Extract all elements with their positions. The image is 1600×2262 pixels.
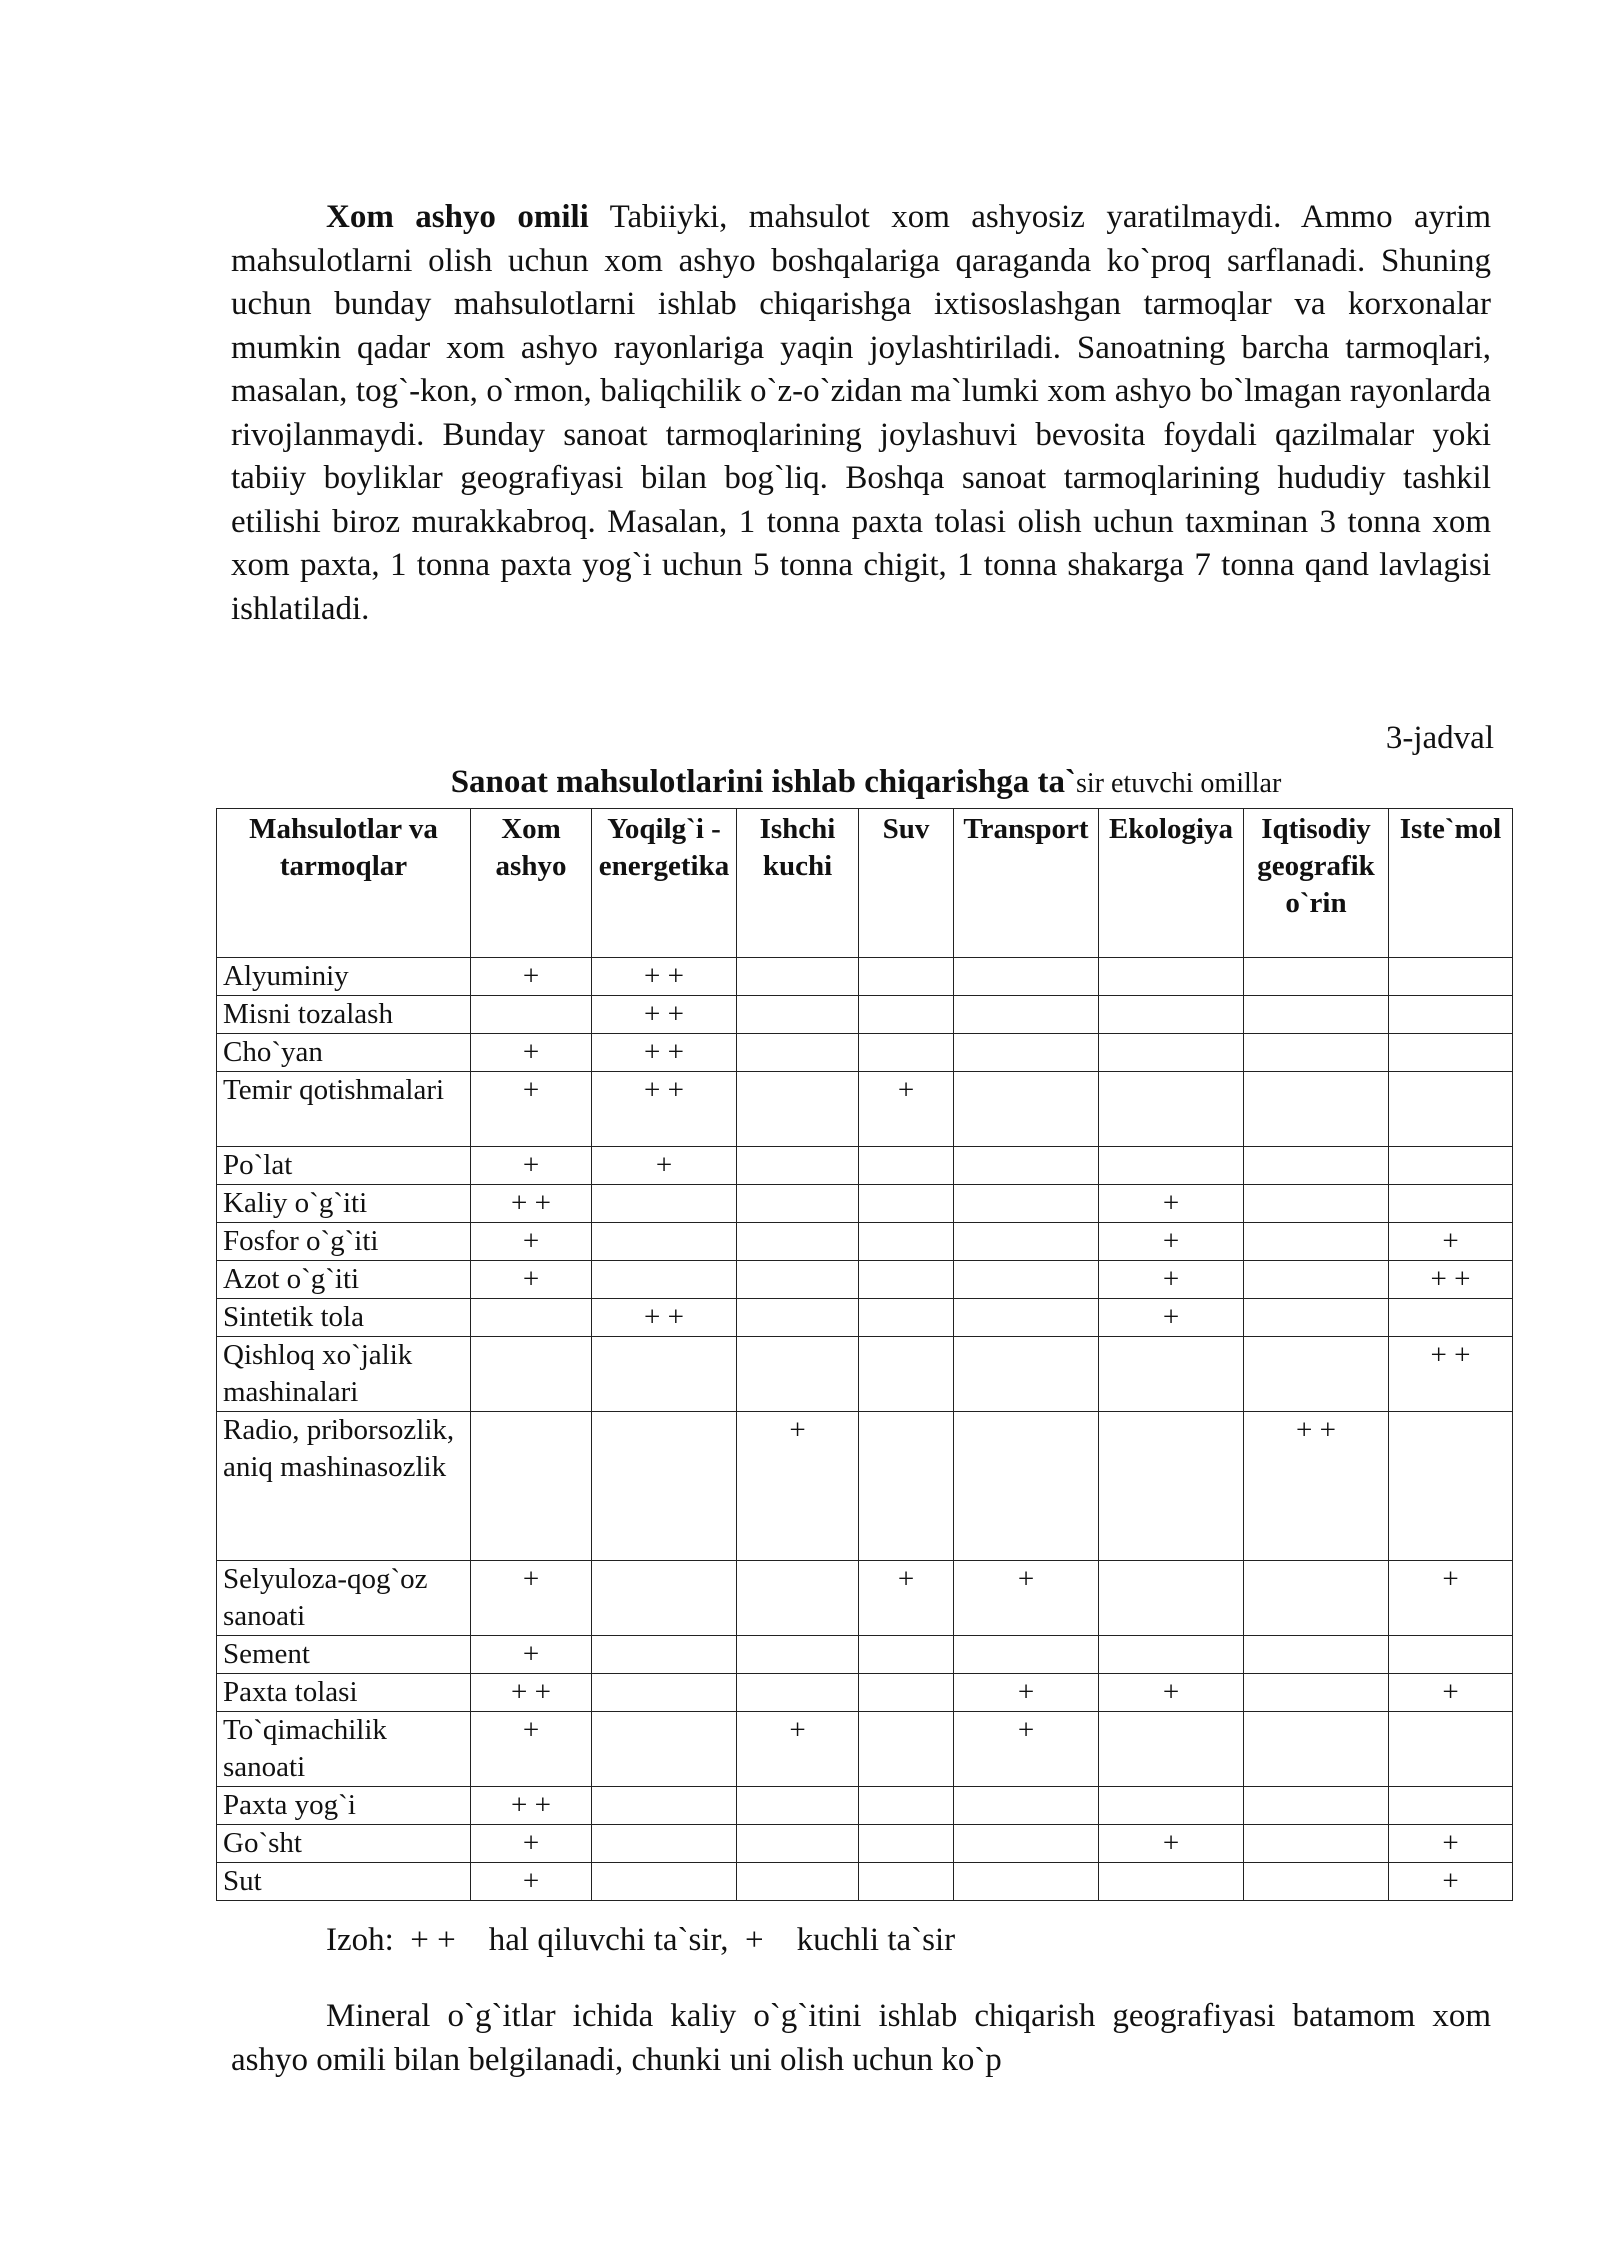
row-label: Paxta tolasi — [217, 1674, 471, 1712]
factor-mark — [592, 1412, 737, 1561]
table-row — [217, 1674, 1513, 1712]
factor-mark — [954, 1147, 1099, 1185]
row-label: Azot o`g`iti — [217, 1261, 471, 1299]
factor-mark — [1099, 996, 1244, 1034]
factor-mark — [1389, 1185, 1513, 1223]
factor-mark: + — [954, 1712, 1099, 1787]
factor-mark — [954, 1034, 1099, 1072]
table-header-cell: Ishchi kuchi — [737, 809, 859, 958]
intro-text: Tabiiyki, mahsulot xom ashyosiz yaratilmaydi. Ammo ayrim mahsulotlarni olish uchun xom ashyo boshqalariga qaraganda ko`proq sarflanadi. Shuning uchun bunday mahsulotlarni ishlab chiqarishga ixtisoslashgan tarmoqlar va korxonalar mumkin qadar xom ashyo rayonlariga yaqin joylashtiriladi. Sanoatning barcha tarmoqlari, masalan, tog`-kon, o`rmon, baliqchilik o`z-o`zidan ma`lumki xom ashyo bo`lmagan rayonlarda rivojlanmaydi. Bunday sanoat tarmoqlarining joylashuvi bevosita foydali qazilmalar yoki tabiiy boyliklar geografiyasi bilan bog`liq. Boshqa sanoat tarmoqlarining hududiy tashkil etilishi biroz murakkabroq. Masalan, 1 tonna paxta tolasi olish uchun taxminan 3 tonna xom xom paxta, 1 tonna paxta yog`i uchun 5 tonna chigit, 1 tonna shakarga 7 tonna qand lavlagisi ishlatiladi. — [231, 199, 1491, 627]
row-label: Alyuminiy — [217, 958, 471, 996]
factor-mark — [592, 1561, 737, 1636]
factor-mark: + + — [471, 1674, 592, 1712]
factor-mark — [471, 996, 592, 1034]
factor-mark — [592, 1863, 737, 1901]
factor-mark: + + — [1389, 1261, 1513, 1299]
table-body — [217, 958, 1513, 1901]
row-label: Sut — [217, 1863, 471, 1901]
factor-mark: + + — [592, 1072, 737, 1147]
factor-mark — [1244, 1561, 1389, 1636]
table-row — [217, 1299, 1513, 1337]
factor-mark — [859, 958, 954, 996]
factor-mark: + + — [592, 958, 737, 996]
row-label: Kaliy o`g`iti — [217, 1185, 471, 1223]
factor-mark — [859, 1787, 954, 1825]
factor-mark — [1244, 1299, 1389, 1337]
factor-mark — [592, 1636, 737, 1674]
factor-mark — [1389, 1034, 1513, 1072]
factor-mark — [859, 1712, 954, 1787]
factor-mark — [471, 1412, 592, 1561]
factor-mark: + + — [592, 1299, 737, 1337]
table-row — [217, 1147, 1513, 1185]
factor-mark — [954, 1863, 1099, 1901]
factor-mark — [1099, 1072, 1244, 1147]
factor-mark — [737, 1185, 859, 1223]
factor-mark — [1244, 1712, 1389, 1787]
factor-mark — [737, 1825, 859, 1863]
factor-mark: + — [471, 958, 592, 996]
factor-mark — [1099, 1034, 1244, 1072]
factor-mark — [1099, 1636, 1244, 1674]
table-row — [217, 1412, 1513, 1561]
factor-mark: + — [1389, 1674, 1513, 1712]
table-note: Izoh: + + hal qiluvchi ta`sir, + kuchli ta`sir — [326, 1922, 956, 1958]
factor-mark — [1099, 1863, 1244, 1901]
factor-mark — [1244, 1072, 1389, 1147]
factor-mark: + — [737, 1412, 859, 1561]
table-row — [217, 1034, 1513, 1072]
table-row — [217, 1787, 1513, 1825]
row-label: Sintetik tola — [217, 1299, 471, 1337]
factor-mark — [737, 1261, 859, 1299]
factor-mark: + + — [471, 1185, 592, 1223]
factor-mark — [592, 1223, 737, 1261]
table-header-cell: Iste`mol — [1389, 809, 1513, 958]
factor-mark — [859, 1185, 954, 1223]
factor-mark — [592, 1185, 737, 1223]
factor-mark — [859, 996, 954, 1034]
factor-mark: + — [737, 1712, 859, 1787]
factor-mark — [1244, 1674, 1389, 1712]
factor-mark — [954, 1636, 1099, 1674]
row-label: Po`lat — [217, 1147, 471, 1185]
factor-mark: + — [471, 1223, 592, 1261]
table-header-cell: Iqtisodiy geografik o`rin — [1244, 809, 1389, 958]
row-label: Go`sht — [217, 1825, 471, 1863]
table-row — [217, 1337, 1513, 1412]
factor-mark: + + — [1244, 1412, 1389, 1561]
factor-mark — [954, 1072, 1099, 1147]
factor-mark — [1099, 1147, 1244, 1185]
row-label: Cho`yan — [217, 1034, 471, 1072]
factor-mark — [737, 1072, 859, 1147]
factor-mark — [471, 1337, 592, 1412]
factor-mark — [737, 1223, 859, 1261]
factor-mark — [954, 958, 1099, 996]
factor-mark: + — [859, 1072, 954, 1147]
factor-mark: + + — [1389, 1337, 1513, 1412]
factor-mark — [1389, 1299, 1513, 1337]
factor-mark — [954, 1185, 1099, 1223]
table-header-cell: Ekologiya — [1099, 809, 1244, 958]
factor-mark: + — [471, 1147, 592, 1185]
table-row — [217, 1072, 1513, 1147]
factor-mark — [1099, 1787, 1244, 1825]
factor-mark — [1099, 1561, 1244, 1636]
table-row — [217, 1561, 1513, 1636]
factor-mark — [737, 1337, 859, 1412]
factor-mark — [1244, 1787, 1389, 1825]
factor-mark — [859, 1034, 954, 1072]
factor-mark: + — [859, 1561, 954, 1636]
factor-mark — [859, 1863, 954, 1901]
factor-mark: + — [471, 1034, 592, 1072]
factor-mark — [592, 1787, 737, 1825]
factor-mark: + + — [471, 1787, 592, 1825]
row-label: Temir qotishmalari — [217, 1072, 471, 1147]
factor-mark — [1389, 958, 1513, 996]
factor-mark — [859, 1147, 954, 1185]
factor-mark: + — [1099, 1674, 1244, 1712]
table-row — [217, 1185, 1513, 1223]
factor-mark: + — [1099, 1261, 1244, 1299]
factor-mark — [954, 1223, 1099, 1261]
factor-mark — [859, 1636, 954, 1674]
factor-mark — [1389, 1147, 1513, 1185]
table-row — [217, 1712, 1513, 1787]
factor-mark: + — [592, 1147, 737, 1185]
table-header-cell: Xom ashyo — [471, 809, 592, 958]
factor-mark: + — [1389, 1863, 1513, 1901]
factor-mark — [954, 1787, 1099, 1825]
factor-mark — [1389, 1712, 1513, 1787]
factor-mark — [1244, 1034, 1389, 1072]
factor-mark — [1244, 1636, 1389, 1674]
factor-mark: + — [1099, 1299, 1244, 1337]
factor-mark — [471, 1299, 592, 1337]
factor-mark: + + — [592, 1034, 737, 1072]
factor-mark — [1099, 958, 1244, 996]
factor-mark: + — [471, 1636, 592, 1674]
table-row — [217, 996, 1513, 1034]
row-label: Paxta yog`i — [217, 1787, 471, 1825]
factor-mark — [737, 1034, 859, 1072]
factor-mark: + + — [592, 996, 737, 1034]
factor-mark — [592, 1674, 737, 1712]
factor-mark — [1389, 1412, 1513, 1561]
factor-mark — [1099, 1337, 1244, 1412]
factor-mark: + — [471, 1261, 592, 1299]
factor-mark: + — [471, 1825, 592, 1863]
table-title — [216, 764, 1516, 801]
factor-mark — [1244, 958, 1389, 996]
table-header-cell: Transport — [954, 809, 1099, 958]
table-row — [217, 1223, 1513, 1261]
factor-mark — [859, 1412, 954, 1561]
row-label: Qishloq xo`jalik mashinalari — [217, 1337, 471, 1412]
factor-mark — [1099, 1412, 1244, 1561]
factor-mark — [737, 1147, 859, 1185]
factor-mark — [592, 1337, 737, 1412]
factor-mark — [954, 1261, 1099, 1299]
factor-mark — [859, 1337, 954, 1412]
row-label: Radio, priborsozlik, aniq mashinasozlik — [217, 1412, 471, 1561]
factor-mark: + — [471, 1712, 592, 1787]
outro-text: Mineral o`g`itlar ichida kaliy o`g`itini ishlab chiqarish geografiyasi batamom xom ashyo omili bilan belgilanadi, chunki uni olish uchun ko`p — [231, 1998, 1491, 2078]
outro-paragraph — [231, 1995, 1491, 2082]
factor-mark — [737, 1674, 859, 1712]
factor-mark — [859, 1261, 954, 1299]
factor-mark — [737, 1787, 859, 1825]
row-label: Misni tozalash — [217, 996, 471, 1034]
factor-mark: + — [471, 1561, 592, 1636]
table-header-cell: Yoqilg`i - energetika — [592, 809, 737, 958]
factor-mark — [737, 1863, 859, 1901]
row-label: To`qimachilik sanoati — [217, 1712, 471, 1787]
factor-mark — [737, 1299, 859, 1337]
factor-mark: + — [954, 1674, 1099, 1712]
factor-mark — [859, 1299, 954, 1337]
factor-mark — [737, 1636, 859, 1674]
factor-mark — [1389, 996, 1513, 1034]
factor-mark: + — [954, 1561, 1099, 1636]
factor-mark — [1389, 1787, 1513, 1825]
factor-mark — [592, 1261, 737, 1299]
factor-mark — [1244, 1825, 1389, 1863]
factor-mark — [1244, 1223, 1389, 1261]
table-row — [217, 958, 1513, 996]
factor-mark: + — [1389, 1223, 1513, 1261]
factor-mark — [1244, 1337, 1389, 1412]
factor-mark — [1389, 1072, 1513, 1147]
table-header-row — [217, 809, 1513, 958]
row-label: Sement — [217, 1636, 471, 1674]
factor-mark — [737, 1561, 859, 1636]
row-label: Fosfor o`g`iti — [217, 1223, 471, 1261]
table-header-cell: Mahsulotlar va tarmoqlar — [217, 809, 471, 958]
factor-mark — [859, 1674, 954, 1712]
table-title-normal: sir etuvchi omillar — [1076, 768, 1282, 799]
factor-mark — [1244, 1147, 1389, 1185]
intro-paragraph — [231, 196, 1491, 631]
factor-mark — [1099, 1712, 1244, 1787]
factor-mark — [954, 1337, 1099, 1412]
factor-mark — [859, 1825, 954, 1863]
row-label: Selyuloza-qog`oz sanoati — [217, 1561, 471, 1636]
factor-mark — [1244, 996, 1389, 1034]
factor-mark — [737, 996, 859, 1034]
table-reference: 3-jadval — [1385, 720, 1494, 756]
table-row — [217, 1261, 1513, 1299]
factor-mark — [1244, 1185, 1389, 1223]
factor-mark — [954, 1412, 1099, 1561]
factor-mark — [954, 996, 1099, 1034]
factor-mark: + — [471, 1072, 592, 1147]
factor-mark — [592, 1825, 737, 1863]
factor-mark: + — [1389, 1561, 1513, 1636]
factor-mark — [954, 1299, 1099, 1337]
factor-mark — [1244, 1261, 1389, 1299]
table-row — [217, 1825, 1513, 1863]
factor-mark: + — [1389, 1825, 1513, 1863]
factor-mark — [1389, 1636, 1513, 1674]
table-row — [217, 1636, 1513, 1674]
factor-mark: + — [1099, 1825, 1244, 1863]
table-row — [217, 1863, 1513, 1901]
factor-mark — [737, 958, 859, 996]
table-header-cell: Suv — [859, 809, 954, 958]
factor-mark: + — [1099, 1223, 1244, 1261]
factor-mark — [954, 1825, 1099, 1863]
intro-lead: Xom ashyo omili — [326, 199, 589, 235]
factor-mark — [859, 1223, 954, 1261]
factor-mark — [592, 1712, 737, 1787]
factor-mark — [1244, 1863, 1389, 1901]
table-title-bold: Sanoat mahsulotlarini ishlab chiqarishga ta` — [450, 764, 1076, 800]
factor-mark: + — [471, 1863, 592, 1901]
factor-mark: + — [1099, 1185, 1244, 1223]
factors-table — [216, 808, 1513, 1901]
